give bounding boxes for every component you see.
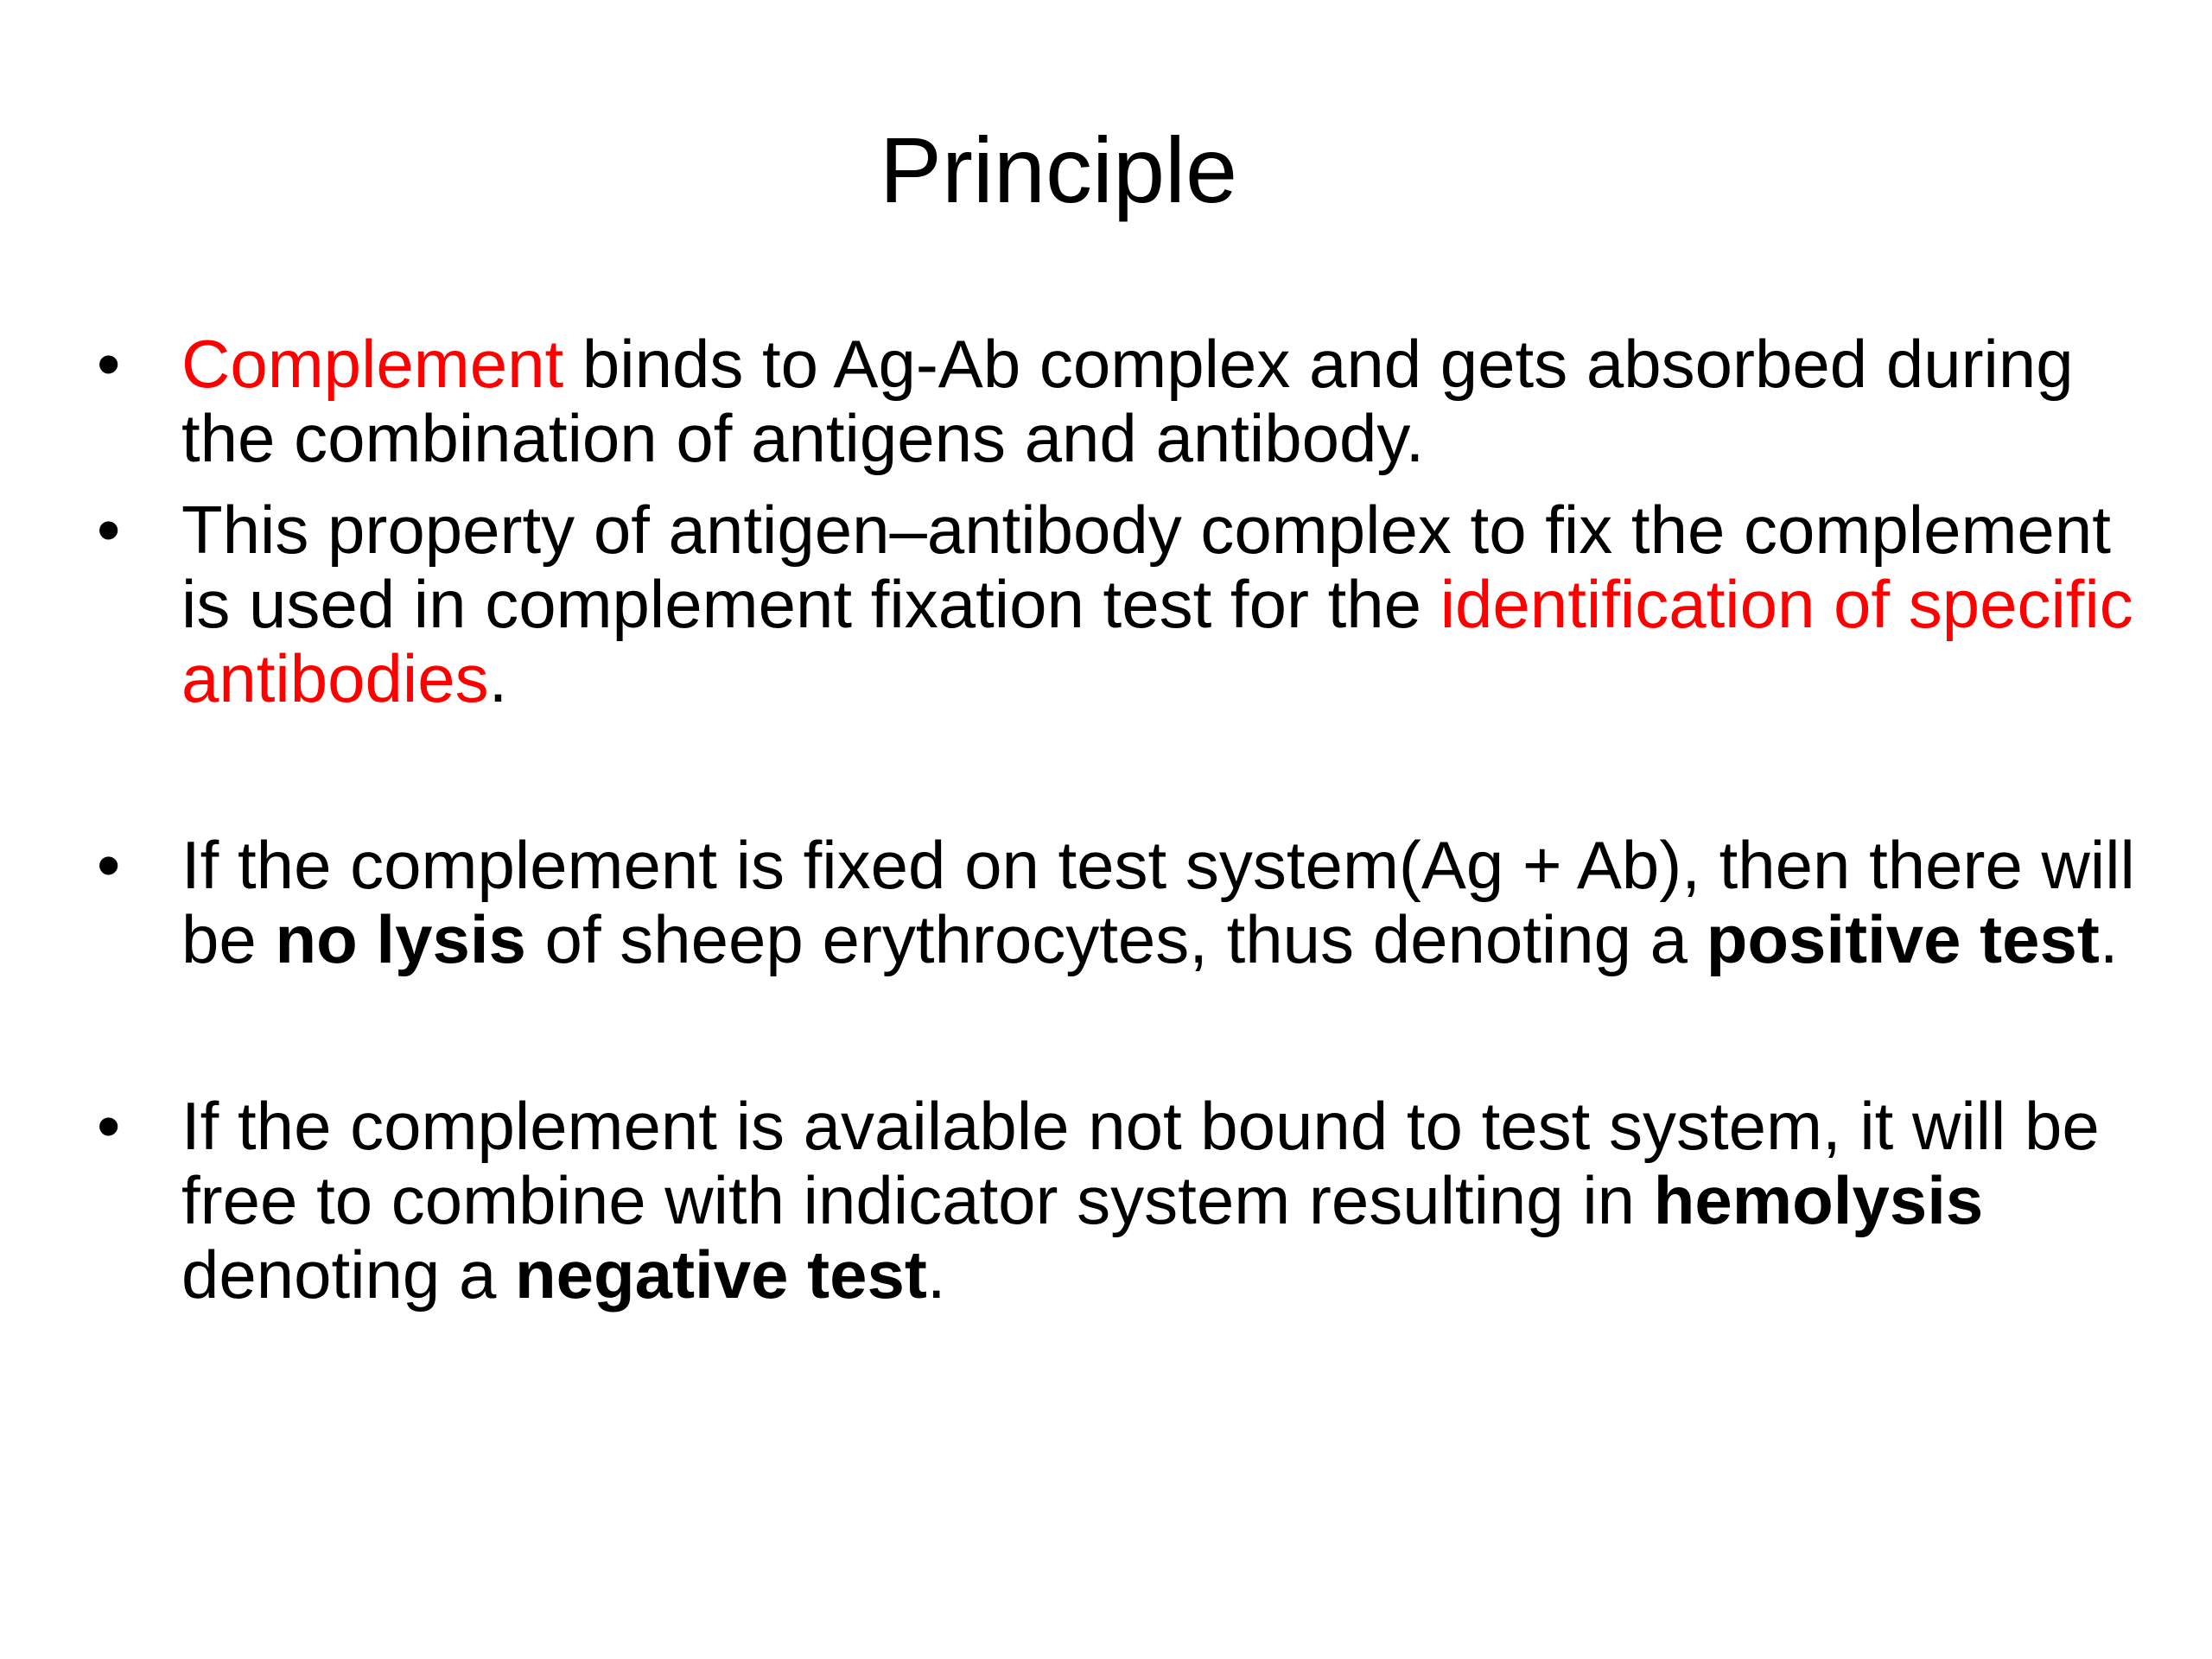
- bullet-item-positive-test: [86, 828, 2177, 976]
- bullet-text: denoting a: [181, 1236, 516, 1313]
- bullet-dot-icon: •: [97, 492, 121, 568]
- bullet-text: binds to Ag-Ab complex and gets absorbed during the combination of antigens and antibody.: [181, 326, 2074, 476]
- bullet-text: If the complement is available not bound to test system, it will be free to combine with indicator system resulting in: [181, 1088, 2100, 1238]
- bold-hemolysis: hemolysis: [1653, 1162, 1984, 1238]
- bullet-text: This property of antigen–antibody complex to fix the complement is used in complement fixation test for the: [181, 492, 2111, 642]
- bullet-text: If the complement is fixed on test system(Ag + Ab), then there will be: [181, 827, 2135, 977]
- bold-positive-test: positive test: [1706, 901, 2100, 977]
- bullet-text: .: [488, 640, 508, 716]
- bullet-item-fixation-property: [86, 493, 2177, 715]
- bullet-item-complement-binding: [86, 327, 2177, 475]
- highlight-complement: Complement: [181, 326, 564, 402]
- slide-title: Principle: [879, 118, 1238, 222]
- bold-no-lysis: no lysis: [275, 901, 526, 977]
- bullet-dot-icon: •: [97, 326, 121, 402]
- bullet-text: .: [926, 1236, 946, 1313]
- bullet-text: .: [2099, 901, 2119, 977]
- bullet-list: [86, 327, 2177, 1312]
- bold-negative-test: negative test: [515, 1236, 927, 1313]
- bullet-text: of sheep erythrocytes, thus denoting a: [525, 901, 1707, 977]
- bullet-item-negative-test: [86, 1089, 2177, 1312]
- bullet-dot-icon: •: [97, 827, 121, 903]
- highlight-identification: identification of specific antibodies: [181, 566, 2133, 716]
- bullet-dot-icon: •: [97, 1088, 121, 1164]
